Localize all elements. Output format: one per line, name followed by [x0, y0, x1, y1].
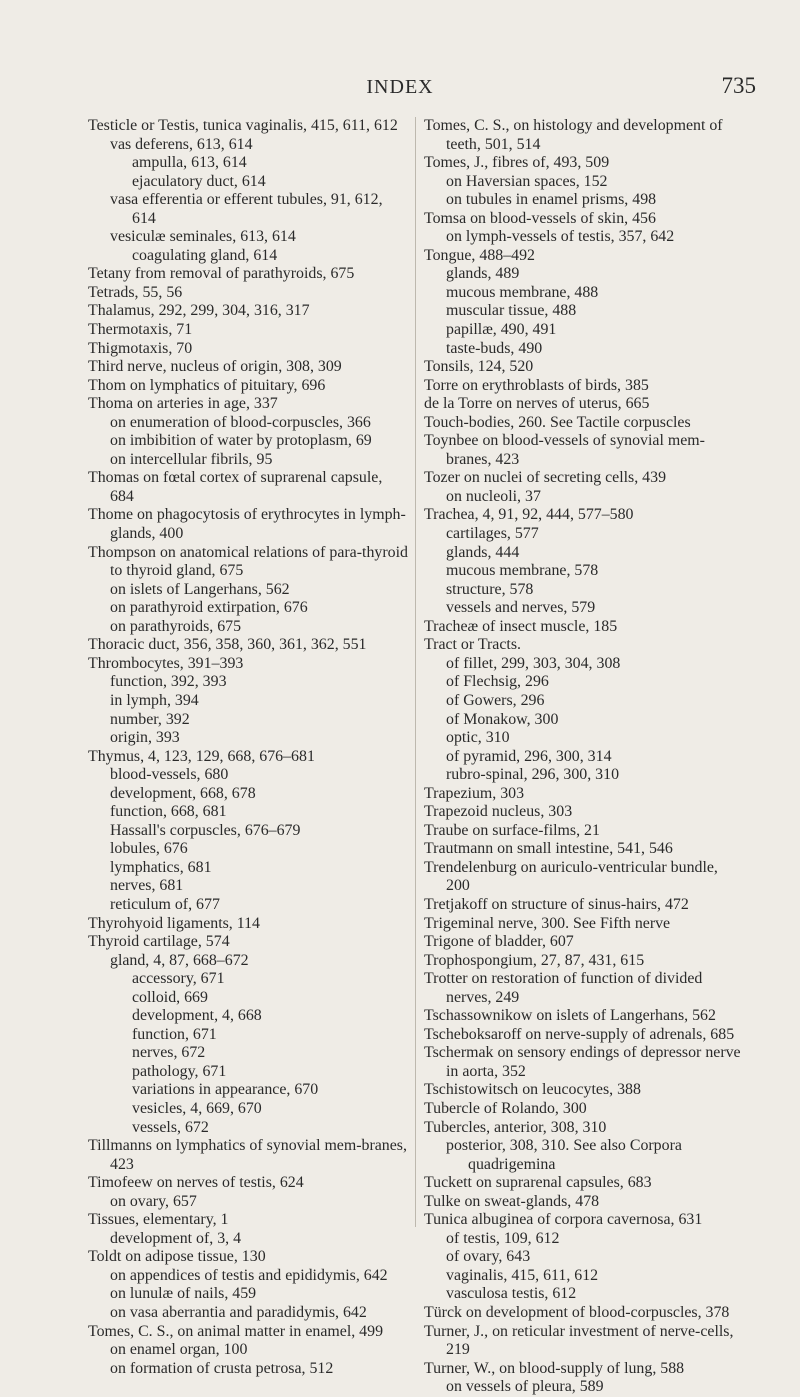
index-subentry: of Monakow, 300	[446, 710, 559, 728]
index-entry: Trigone of bladder, 607	[424, 933, 574, 951]
index-entry: Traube on surface-films, 21	[424, 821, 600, 839]
index-entry: Toldt on adipose tissue, 130	[88, 1248, 266, 1266]
index-subentry: vessels, 672	[132, 1118, 209, 1136]
index-subentry: on lunulæ of nails, 459	[110, 1285, 257, 1303]
page-number: 735	[721, 73, 756, 98]
index-subentry: colloid, 669	[132, 988, 208, 1006]
index-entry: Trigeminal nerve, 300. See Fifth nerve	[424, 914, 671, 932]
index-entry: Tomsa on blood-vessels of skin, 456	[424, 209, 656, 227]
index-entry: Tomes, J., fibres of, 493, 509	[424, 154, 610, 172]
index-subentry: function, 668, 681	[110, 803, 227, 821]
index-subentry: vaginalis, 415, 611, 612	[446, 1266, 599, 1284]
index-subentry: rubro-spinal, 296, 300, 310	[446, 766, 620, 784]
index-subentry: on imbibition of water by protoplasm, 69	[110, 432, 372, 450]
index-subentry: vesicles, 4, 669, 670	[132, 1099, 262, 1117]
index-entry: Thrombocytes, 391–393	[88, 654, 244, 672]
index-subentry: origin, 393	[110, 729, 180, 747]
index-subentry: development, 4, 668	[132, 1007, 262, 1025]
index-subentry: blood-vessels, 680	[110, 766, 229, 784]
index-subentry: reticulum of, 677	[110, 895, 220, 913]
index-entry: Tunica albuginea of corpora cavernosa, 631	[424, 1211, 703, 1229]
index-subentry: on parathyroid extirpation, 676	[110, 599, 308, 617]
index-subentry: posterior, 308, 310. See also Corpora quadrigemina	[446, 1137, 682, 1173]
index-subentry: of pyramid, 296, 300, 314	[446, 747, 612, 765]
index-subentry: nerves, 672	[132, 1044, 206, 1062]
index-subentry: vasculosa testis, 612	[446, 1285, 577, 1303]
index-subentry: on parathyroids, 675	[110, 617, 242, 635]
index-subentry: vas deferens, 613, 614	[110, 135, 253, 153]
index-subentry: ejaculatory duct, 614	[132, 172, 266, 190]
index-subentry: on vessels of pleura, 589	[446, 1378, 604, 1396]
index-subentry: variations in appearance, 670	[132, 1081, 319, 1099]
index-entry: Thome on phagocytosis of erythrocytes in lymph-glands, 400	[88, 506, 406, 543]
index-subentry: cartilages, 577	[446, 525, 539, 543]
index-entry: Tetrads, 55, 56	[88, 283, 183, 301]
index-subentry: gland, 4, 87, 668–672	[110, 951, 249, 969]
index-entry: Tscheboksaroff on nerve-supply of adrenals, 685	[424, 1025, 735, 1043]
index-entry: Thoracic duct, 356, 358, 360, 361, 362, 551	[88, 636, 367, 654]
index-subentry: on appendices of testis and epididymis, 642	[110, 1266, 388, 1284]
index-subentry: in lymph, 394	[110, 691, 199, 709]
index-subentry: mucous membrane, 578	[446, 562, 599, 580]
index-entry: Trapezium, 303	[424, 784, 525, 802]
index-entry: Third nerve, nucleus of origin, 308, 309	[88, 358, 342, 376]
index-entry: Tubercle of Rolando, 300	[424, 1099, 587, 1117]
index-subentry: glands, 444	[446, 543, 520, 561]
index-subentry: mucous membrane, 488	[446, 283, 599, 301]
index-subentry: function, 671	[132, 1025, 217, 1043]
index-entry: Tissues, elementary, 1	[88, 1211, 229, 1229]
index-entry: Thoma on arteries in age, 337	[88, 395, 278, 413]
column-divider	[415, 117, 416, 1227]
index-subentry: glands, 489	[446, 265, 520, 283]
index-entry: Tongue, 488–492	[424, 246, 535, 264]
index-subentry: lobules, 676	[110, 840, 188, 858]
index-subentry: on Haversian spaces, 152	[446, 172, 608, 190]
index-subentry: taste-buds, 490	[446, 339, 543, 357]
index-entry: Tschassownikow on islets of Langerhans, 562	[424, 1007, 716, 1025]
index-subentry: function, 392, 393	[110, 673, 227, 691]
index-entry: Thalamus, 292, 299, 304, 316, 317	[88, 302, 310, 320]
index-entry: Trophospongium, 27, 87, 431, 615	[424, 951, 645, 969]
index-subentry: of testis, 109, 612	[446, 1229, 560, 1247]
index-subentry: vessels and nerves, 579	[446, 599, 596, 617]
index-subentry: on enumeration of blood-corpuscles, 366	[110, 413, 371, 431]
index-subentry: pathology, 671	[132, 1062, 227, 1080]
index-entry: Thyroid cartilage, 574	[88, 933, 230, 951]
index-entry: Tract or Tracts.	[424, 636, 521, 654]
index-entry: Toynbee on blood-vessels of synovial mem-branes, 423	[424, 432, 705, 468]
index-subentry: vesiculæ seminales, 613, 614	[110, 228, 296, 246]
index-subentry: optic, 310	[446, 729, 510, 747]
index-entry: Trapezoid nucleus, 303	[424, 803, 573, 821]
index-subentry: accessory, 671	[132, 970, 225, 988]
index-entry: Tozer on nuclei of secreting cells, 439	[424, 469, 667, 487]
index-entry: Testicle or Testis, tunica vaginalis, 415, 611, 612	[88, 117, 398, 134]
index-subentry: development of, 3, 4	[110, 1229, 242, 1247]
index-subentry: on lymph-vessels of testis, 357, 642	[446, 228, 675, 246]
index-entry: Turner, W., on blood-supply of lung, 588	[424, 1359, 685, 1377]
index-entry: Tschistowitsch on leucocytes, 388	[424, 1081, 641, 1099]
index-column-left	[88, 117, 410, 1378]
index-entry: Trendelenburg on auriculo-ventricular bundle, 200	[424, 858, 718, 895]
index-subentry: muscular tissue, 488	[446, 302, 577, 320]
index-subentry: on vasa aberrantia and paradidymis, 642	[110, 1304, 367, 1321]
index-subentry: nerves, 681	[110, 877, 184, 895]
index-subentry: Hassall's corpuscles, 676–679	[110, 821, 301, 839]
index-entry: Trotter on restoration of function of divided nerves, 249	[424, 970, 703, 1006]
index-subentry: development, 668, 678	[110, 784, 256, 802]
index-entry: Trautmann on small intestine, 541, 546	[424, 840, 673, 858]
index-entry: Timofeew on nerves of testis, 624	[88, 1174, 304, 1192]
index-entry: Tubercles, anterior, 308, 310	[424, 1118, 607, 1136]
index-subentry: of ovary, 643	[446, 1248, 531, 1266]
index-entry: Thompson on anatomical relations of para-thyroid to thyroid gland, 675	[88, 543, 408, 580]
index-subentry: coagulating gland, 614	[132, 246, 278, 264]
index-entry: Tomes, C. S., on animal matter in enamel, 499	[88, 1322, 384, 1340]
index-entry: de la Torre on nerves of uterus, 665	[424, 395, 650, 413]
index-entry: Tulke on sweat-glands, 478	[424, 1192, 600, 1210]
index-entry: Thymus, 4, 123, 129, 668, 676–681	[88, 747, 315, 765]
index-subentry: of Gowers, 296	[446, 691, 545, 709]
index-entry: Thermotaxis, 71	[88, 321, 193, 339]
index-subentry: vasa efferentia or efferent tubules, 91, 612, 614	[110, 191, 383, 227]
index-entry: Thigmotaxis, 70	[88, 339, 193, 357]
index-entry: Thomas on fœtal cortex of suprarenal capsule, 684	[88, 469, 383, 505]
index-entry: Tuckett on suprarenal capsules, 683	[424, 1174, 652, 1192]
index-subentry: on islets of Langerhans, 562	[110, 580, 290, 598]
index-entry: Thom on lymphatics of pituitary, 696	[88, 376, 326, 394]
index-subentry: ampulla, 613, 614	[132, 154, 247, 172]
page-header	[0, 73, 800, 106]
index-entry: Torre on erythroblasts of birds, 385	[424, 376, 649, 394]
index-entry: Türck on development of blood-corpuscles, 378	[424, 1304, 730, 1321]
index-subentry: on ovary, 657	[110, 1192, 197, 1210]
index-entry: Touch-bodies, 260. See Tactile corpuscles	[424, 413, 691, 431]
index-entry: Trachea, 4, 91, 92, 444, 577–580	[424, 506, 634, 524]
index-entry: Tracheæ of insect muscle, 185	[424, 617, 618, 635]
index-entry: Tillmanns on lymphatics of synovial mem-branes, 423	[88, 1137, 407, 1173]
index-subentry: on enamel organ, 100	[110, 1341, 248, 1359]
index-entry: Tetany from removal of parathyroids, 675	[88, 265, 355, 283]
index-entry: Tretjakoff on structure of sinus-hairs, 472	[424, 895, 689, 913]
index-subentry: number, 392	[110, 710, 190, 728]
index-column-right	[424, 117, 742, 1397]
index-entry: Thyrohyoid ligaments, 114	[88, 914, 260, 932]
index-subentry: on tubules in enamel prisms, 498	[446, 191, 657, 209]
index-entry: Tschermak on sensory endings of depressor nerve in aorta, 352	[424, 1044, 741, 1080]
index-subentry: papillæ, 490, 491	[446, 321, 557, 339]
page-title: INDEX	[366, 76, 434, 98]
index-subentry: on nucleoli, 37	[446, 487, 541, 505]
index-subentry: structure, 578	[446, 580, 534, 598]
index-subentry: of Flechsig, 296	[446, 673, 549, 691]
index-subentry: on formation of crusta petrosa, 512	[110, 1359, 334, 1377]
index-entry: Tomes, C. S., on histology and development of teeth, 501, 514	[424, 117, 723, 153]
index-subentry: on intercellular fibrils, 95	[110, 450, 273, 468]
index-entry: Turner, J., on reticular investment of nerve-cells, 219	[424, 1322, 734, 1359]
index-entry: Tonsils, 124, 520	[424, 358, 534, 376]
index-subentry: of fillet, 299, 303, 304, 308	[446, 654, 621, 672]
index-subentry: lymphatics, 681	[110, 858, 212, 876]
